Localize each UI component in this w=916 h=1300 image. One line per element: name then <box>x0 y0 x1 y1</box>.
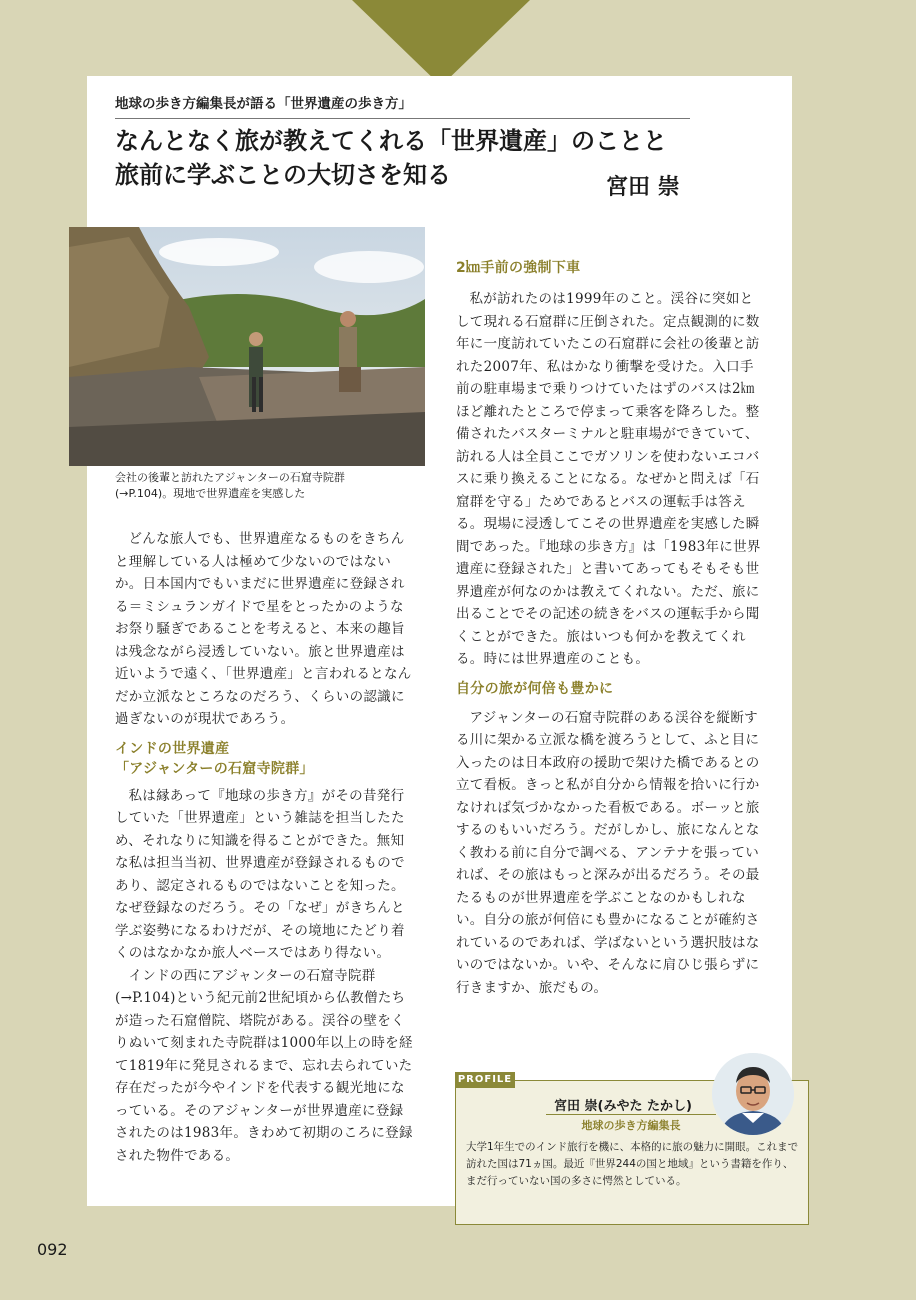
title-line-2: 旅前に学ぶことの大切さを知る <box>115 161 451 189</box>
caption-line-1: 会社の後輩と訪れたアジャンターの石窟寺院群 <box>115 471 345 484</box>
photo-caption <box>115 470 435 502</box>
profile-bio: 大学1年生でのインド旅行を機に、本格的に旅の魅力に開眼。これまで訪れた国は71ヵ国。最近『世界244の国と地域』という書籍を作り、まだ行っていない国の多さに愕然としている。 <box>466 1141 799 1187</box>
caption-line-2: (→P.104)。現地で世界遺産を実感した <box>115 487 306 500</box>
section1-heading <box>115 739 417 779</box>
section2-paragraph-1: 私が訪れたのは1999年のこと。渓谷に突如として現れる石窟群に圧倒された。定点観測的に数年に一度訪れていたこの石窟群に会社の後輩と訪れた2007年、私はかなり衝撃を受けた。入口手前の駐車場まで乗りつけていたはずのバスは2㎞ほど離れたところで停まって乗客を降ろした。整備されたバスターミナルと駐車場ができていて、訪れる人は全員ここでガソリンを使わないエコバスに乗り換えることになる。なぜかと問えば「石窟群を守る」ためであるとバスの運転手は答える。現場に浸透してこその世界遺産を実感した瞬間であった。『地球の歩き方』は「1983年に世界遺産に登録された」と書いてあってもそもそも世界遺産が何なのかは教えてくれない。ただ、旅に出ることでその記述の続きをバスの運転手から聞くことができた。旅はいつも何かを教えてくれる。時には世界遺産のことも。 <box>456 291 761 667</box>
author-name: 宮田 崇 <box>606 175 680 200</box>
section1-heading-line-2: 「アジャンターの石窟寺院群」 <box>115 760 314 777</box>
series-kicker: 地球の歩き方編集長が語る「世界遺産の歩き方」 <box>115 92 690 119</box>
profile-name: 宮田 崇(みやた たかし) <box>554 1099 692 1114</box>
page-number: 092 <box>37 1240 68 1259</box>
title-line-1: なんとなく旅が教えてくれる「世界遺産」のことと <box>115 127 667 155</box>
section1-paragraph-1: 私は縁あって『地球の歩き方』がその昔発行していた「世界遺産」という雑誌を担当したため、それなりに知識を得ることができた。無知な私は担当当初、世界遺産が登録されるものであり、認定されるものではないことを知った。なぜ登録なのだろう。その「なぜ」がきちんと学ぶ姿勢になるわけだが、その境地にたどり着くのはなかなか旅人ベースではあり得ない。 <box>115 787 405 961</box>
author-avatar <box>712 1053 794 1135</box>
ajanta-photo <box>69 227 425 466</box>
photo-illustration <box>69 227 425 466</box>
section3-heading: 自分の旅が何倍も豊かに <box>456 680 614 697</box>
top-triangle-marker <box>352 0 530 86</box>
profile-role: 地球の歩き方編集長 <box>546 1114 716 1133</box>
intro-paragraph: どんな旅人でも、世界遺産なるものをきちんと理解している人は極めて少ないのではないか。日本国内でもいまだに世界遺産に登録される＝ミシュランガイドで星をとったかのようなお祭り騒ぎであることを考えると、本来の趣旨は残念ながら浸透していない。旅と世界遺産は近いようで遠く、「世界遺産」と言われるとなんだか立派なところなのだろう、くらいの認識に過ぎないのが現状であろう。 <box>115 531 412 727</box>
profile-tag: PROFILE <box>455 1072 515 1088</box>
section2-heading: 2㎞手前の強制下車 <box>456 260 581 276</box>
section1-paragraph-2: インドの西にアジャンターの石窟寺院群(→P.104)という紀元前2世紀頃から仏教僧たちが造った石窟僧院、塔院がある。渓谷の壁をくりぬいて刻まれた寺院群は1000年以上の時を経て1819年に発見されるまで、忘れ去られていた存在だったが今やインドを代表する観光地になっている。そのアジャンターが世界遺産に登録されたのは1983年。きわめて初期のころに登録された物件である。 <box>115 967 413 1164</box>
right-column <box>456 258 764 999</box>
left-column <box>115 528 417 1167</box>
section1-heading-line-1: インドの世界遺産 <box>115 740 230 757</box>
avatar-illustration <box>712 1053 794 1135</box>
section3-paragraph-1: アジャンターの石窟寺院群のある渓谷を縦断する川に架かる立派な橋を渡ろうとして、ふと目に入ったのは日本政府の援助で架けた橋であるとの立て看板。きっと私が自分から情報を拾いに行かなければ気づかなかった看板である。ボーッと旅するのもいいだろう。だがしかし、旅になんとなく教わる前に自分で調べる、アンテナを張っていれば、その旅はもっと深みが出るだろう。その最たるものが世界遺産を学ぶことなのかもしれない。自分の旅が何倍にも豊かになることが確約されているのであれば、学ばないという選択肢はないのではないか。いや、そんなに肩ひじ張らずに行きますか、旅だもの。 <box>456 709 760 996</box>
